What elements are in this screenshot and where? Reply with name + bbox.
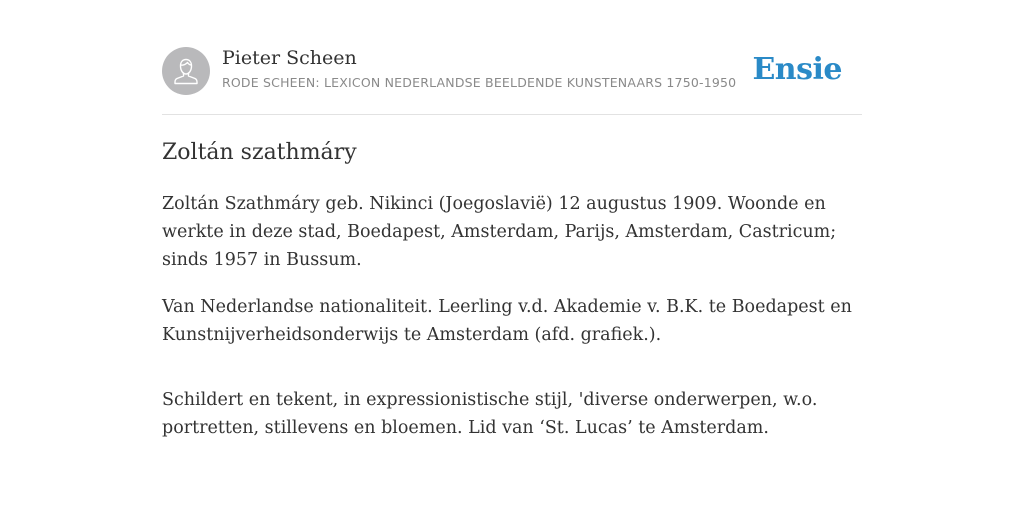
article-paragraph: Schildert en tekent, in expressionistische stijl, 'diverse onderwerpen, w.o. portretten, stillevens en bloemen. Lid van ‘St. Lucas’ te Amsterdam. [162, 390, 818, 438]
article-paragraph: Van Nederlandse nationaliteit. Leerling v.d. Akademie v. B.K. te Boedapest en Kunstnijverheidsonderwijs te Amsterdam (afd. grafiek.). [162, 297, 852, 345]
article-body [162, 190, 862, 461]
brand-logo[interactable]: Ensie [752, 52, 842, 87]
user-avatar-icon[interactable] [162, 47, 210, 95]
article-title: Zoltán szathmáry [162, 140, 357, 165]
author-name[interactable]: Pieter Scheen [222, 47, 357, 69]
article-paragraph: Zoltán Szathmáry geb. Nikinci (Joegoslavië) 12 augustus 1909. Woonde en werkte in deze stad, Boedapest, Amsterdam, Parijs, Amsterdam, Castricum; sinds 1957 in Bussum. [162, 194, 837, 270]
page-header [162, 46, 862, 115]
source-title[interactable]: RODE SCHEEN: LEXICON NEDERLANDSE BEELDENDE KUNSTENAARS 1750-1950 [222, 75, 737, 90]
